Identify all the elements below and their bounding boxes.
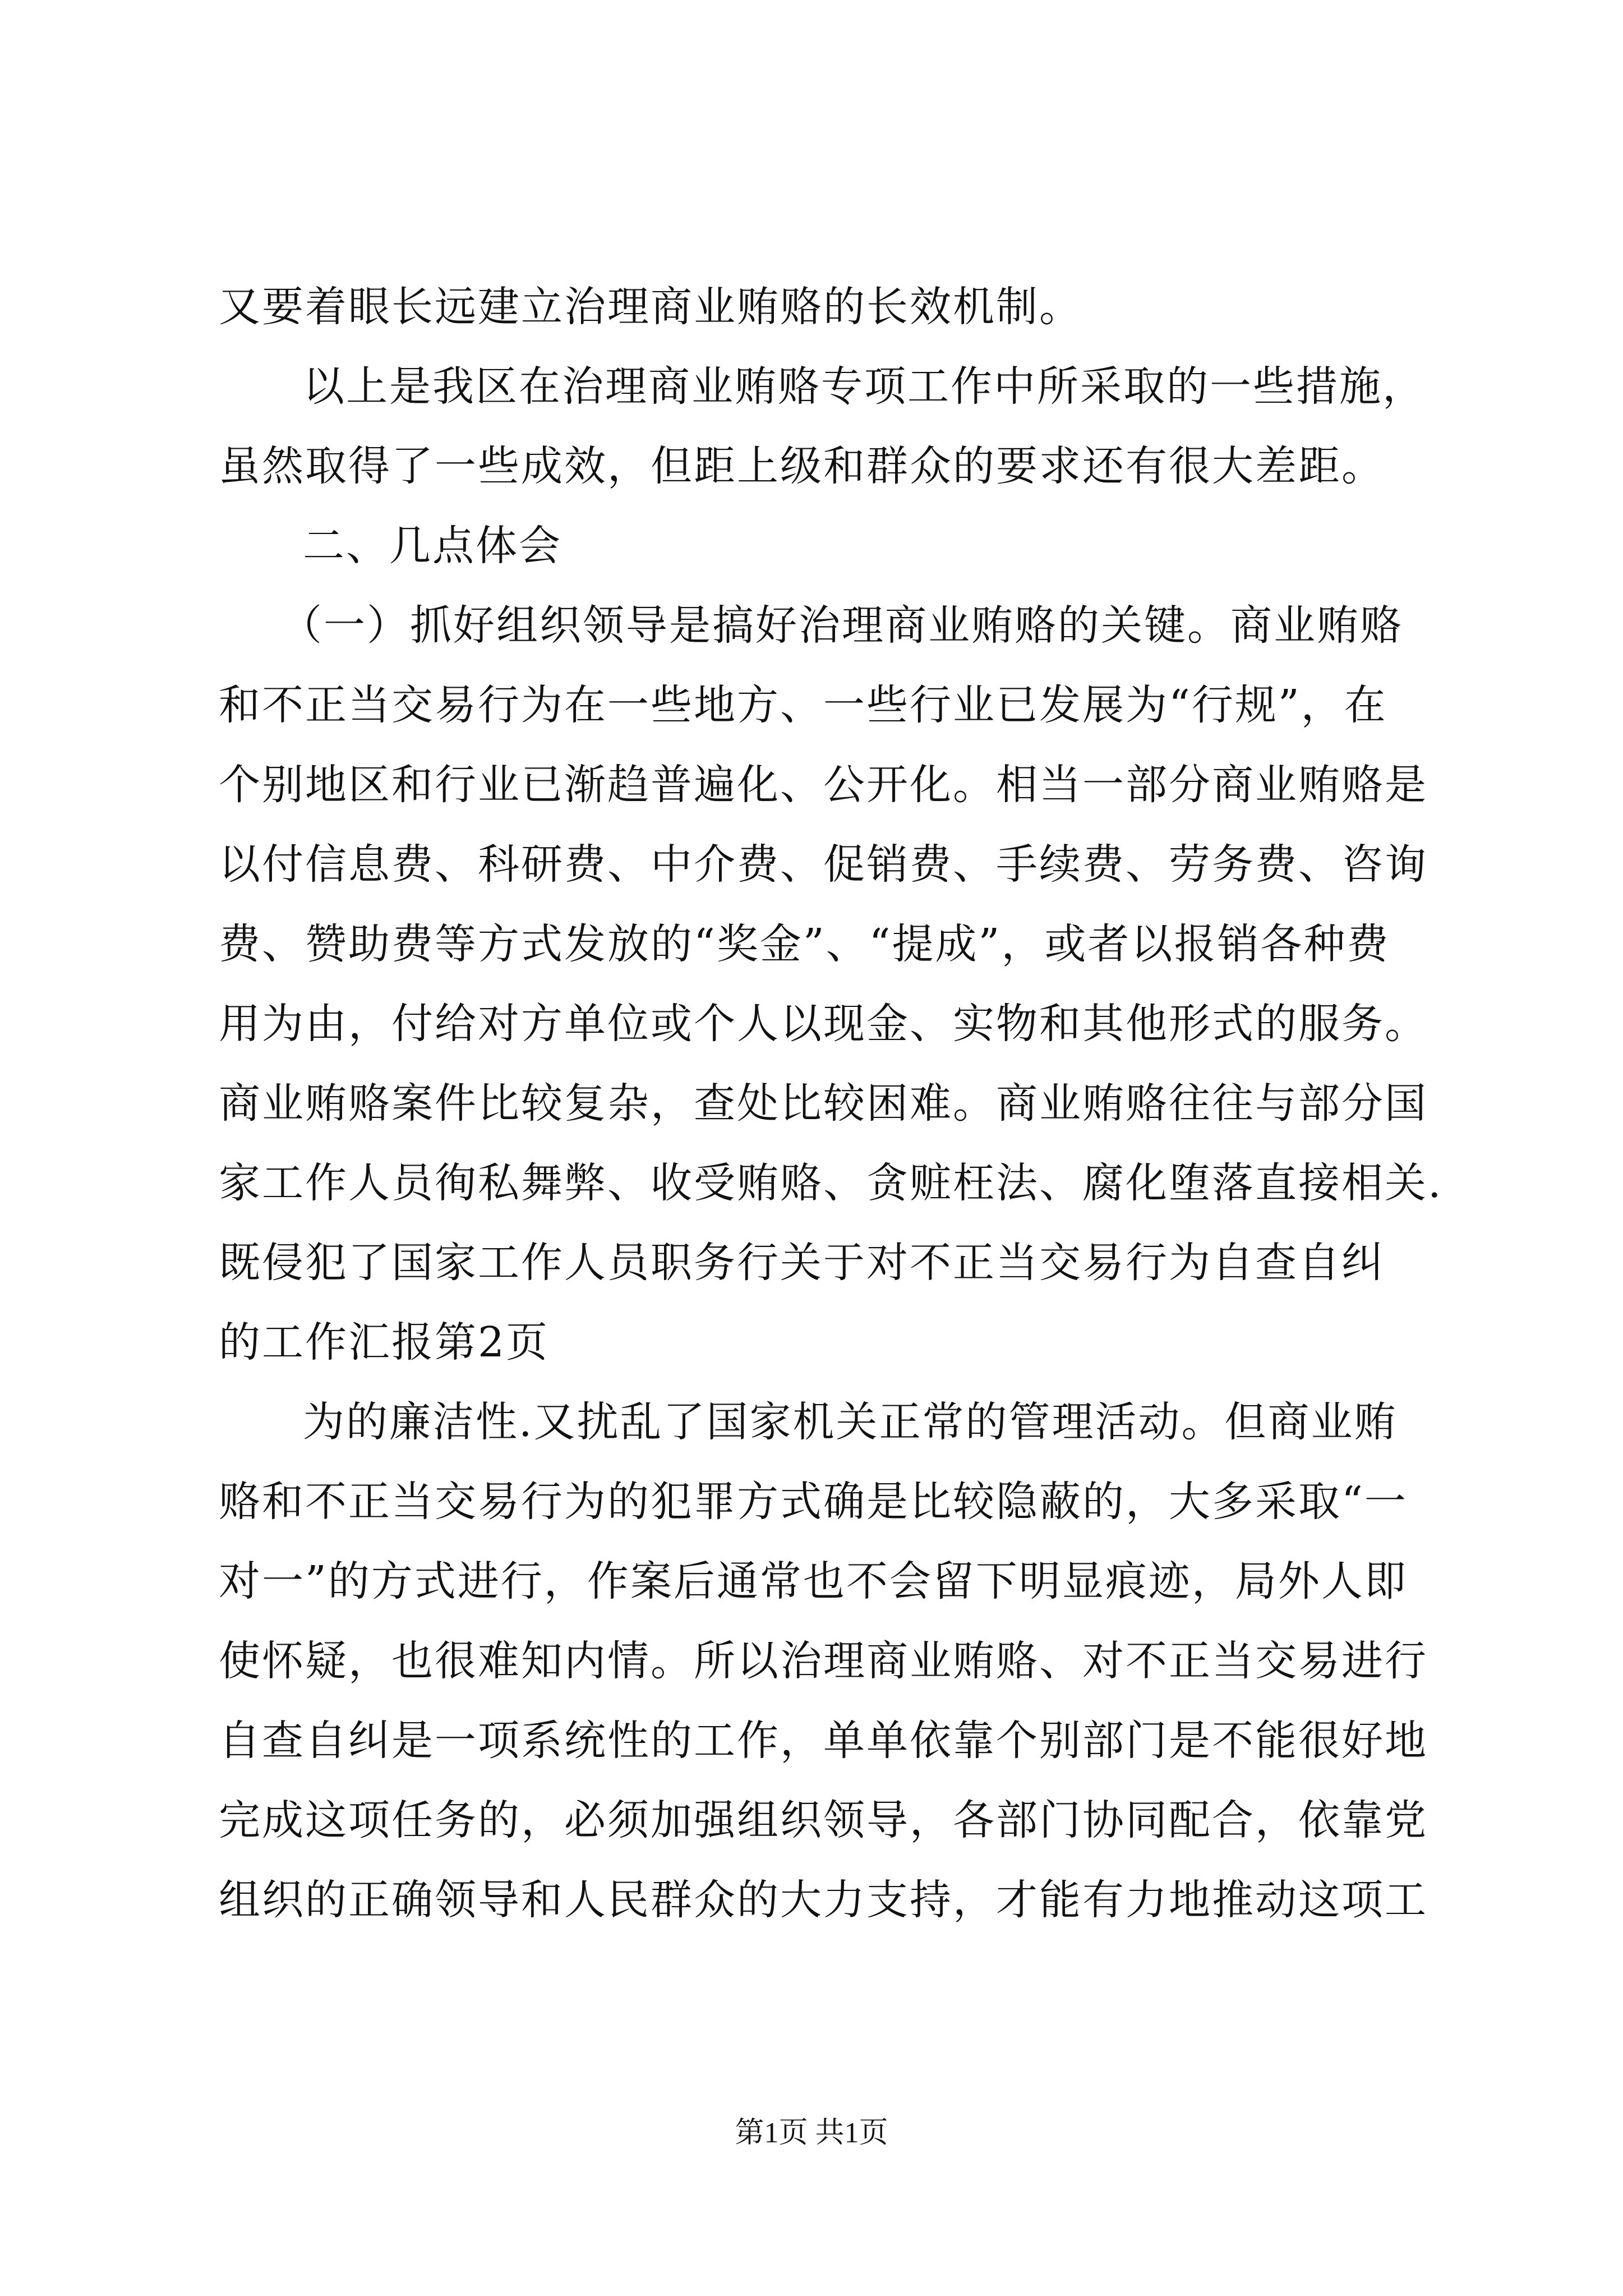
text-line-3: 虽然取得了一些成效，但距上级和群众的要求还有很大差距。 xyxy=(219,442,1385,490)
text-line-16: 赂和不正当交易行为的犯罪方式确是比较隐蔽的，大多采取“一 xyxy=(219,1478,1408,1526)
text-line-18: 使怀疑，也很难知内情。所以治理商业贿赂、对不正当交易进行 xyxy=(219,1637,1428,1685)
text-line-2: 以上是我区在治理商业贿赂专项工作中所采取的一些措施， xyxy=(303,362,1426,411)
text-line-17: 对一”的方式进行，作案后通常也不会留下明显痕迹，局外人即 xyxy=(219,1557,1408,1605)
text-line-10: 用为由，付给对方单位或个人以现金、实物和其他形式的服务。 xyxy=(219,1000,1428,1048)
page-footer: 第1页 共1页 xyxy=(735,2117,888,2149)
text-line-8: 以付信息费、科研费、中介费、促销费、手续费、劳务费、咨询 xyxy=(219,840,1428,889)
document-body xyxy=(219,267,1443,1940)
section-heading: 二、几点体会 xyxy=(303,522,562,570)
text-line-21: 组织的正确领导和人民群众的大力支持，才能有力地推动这项工 xyxy=(219,1876,1428,1924)
text-line-1: 又要着眼长远建立治理商业贿赂的长效机制。 xyxy=(219,283,1082,331)
text-line-19: 自查自纠是一项系统性的工作，单单依靠个别部门是不能很好地 xyxy=(219,1717,1428,1765)
text-line-12: 家工作人员徇私舞弊、收受贿赂、贪赃枉法、腐化堕落直接相关. xyxy=(219,1159,1443,1207)
text-line-9: 费、赞助费等方式发放的“奖金”、“提成”，或者以报销各种费 xyxy=(219,920,1390,968)
text-line-15: 为的廉洁性.又扰乱了国家机关正常的管理活动。但商业贿 xyxy=(303,1398,1398,1446)
text-line-5: （一）抓好组织领导是搞好治理商业贿赂的关键。商业贿赂 xyxy=(280,601,1403,650)
text-line-13: 既侵犯了国家工作人员职务行关于对不正当交易行为自查自纠 xyxy=(219,1239,1385,1287)
text-line-7: 个别地区和行业已渐趋普遍化、公开化。相当一部分商业贿赂是 xyxy=(219,761,1428,809)
text-line-11: 商业贿赂案件比较复杂，查处比较困难。商业贿赂往往与部分国 xyxy=(219,1079,1428,1128)
text-line-20: 完成这项任务的，必须加强组织领导，各部门协同配合，依靠党 xyxy=(219,1796,1428,1844)
text-line-6: 和不正当交易行为在一些地方、一些行业已发展为“行规”，在 xyxy=(219,681,1387,729)
text-line-14: 的工作汇报第2页 xyxy=(219,1318,550,1366)
